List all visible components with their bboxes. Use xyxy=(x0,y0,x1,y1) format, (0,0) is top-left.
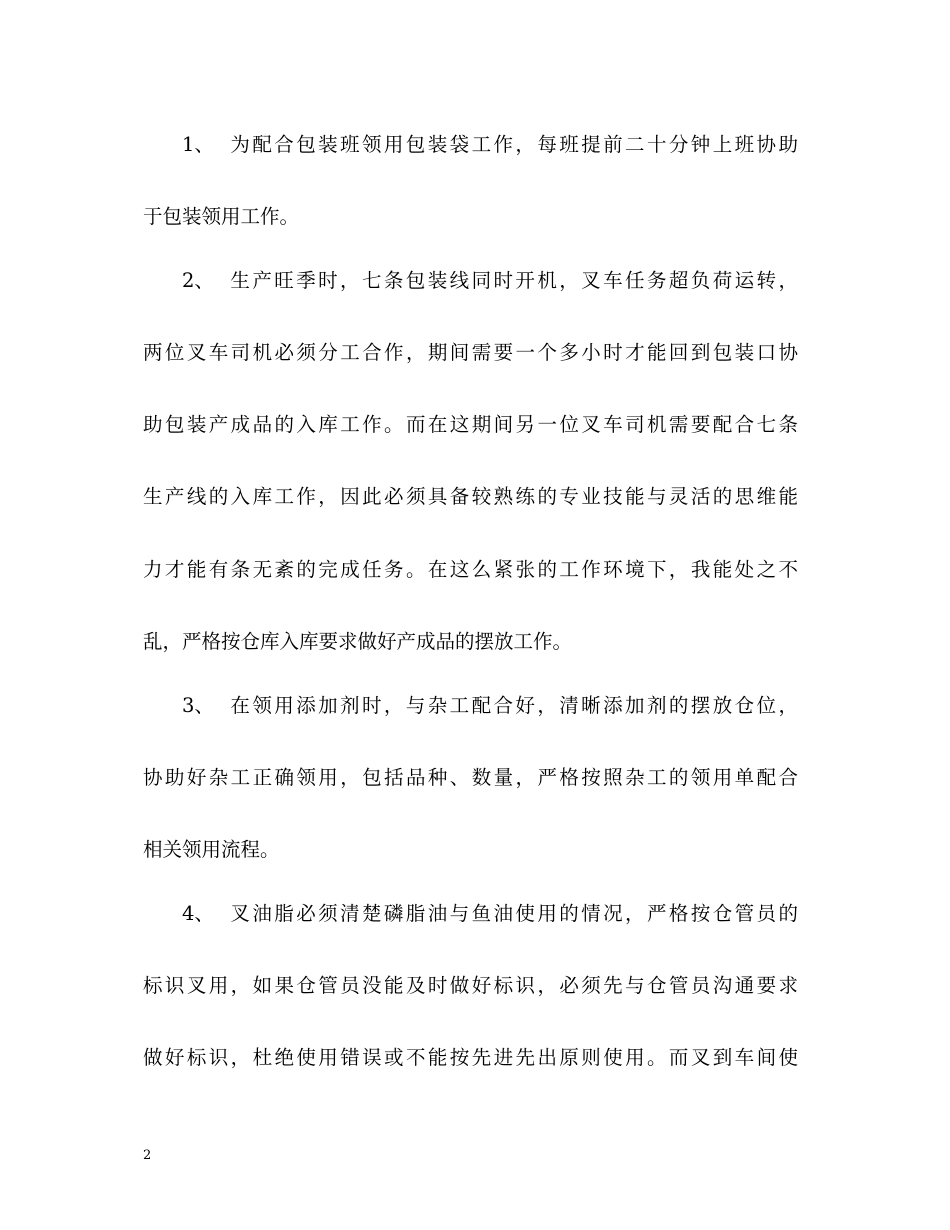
paragraph-1-number: 1、 xyxy=(182,133,214,156)
paragraph-2-line-5: 力才能有条无紊的完成任务。在这么紧张的工作环境下，我能处之不 xyxy=(143,558,798,581)
paragraph-2-number: 2、 xyxy=(182,269,214,292)
paragraph-4-number: 4、 xyxy=(182,902,214,925)
paragraph-3-line-1 xyxy=(182,693,798,719)
paragraph-1-line-2: 于包装领用工作。 xyxy=(143,205,300,228)
paragraph-4-line-1 xyxy=(182,901,798,927)
paragraph-3-number: 3、 xyxy=(182,694,214,717)
paragraph-3-line-3: 相关领用流程。 xyxy=(143,838,280,861)
paragraph-4-text-line-1: 叉油脂必须清楚磷脂油与鱼油使用的情况，严格按仓管员的 xyxy=(228,902,798,925)
paragraph-1-text-line-1: 为配合包装班领用包装袋工作，每班提前二十分钟上班协助 xyxy=(228,133,798,156)
paragraph-2-text-line-1: 生产旺季时，七条包装线同时开机，叉车任务超负荷运转， xyxy=(228,269,798,292)
paragraph-4-line-2: 标识叉用，如果仓管员没能及时做好标识，必须先与仓管员沟通要求 xyxy=(143,974,798,997)
paragraph-3-line-2: 协助好杂工正确领用，包括品种、数量，严格按照杂工的领用单配合 xyxy=(143,766,798,789)
paragraph-2-line-4: 生产线的入库工作，因此必须具备较熟练的专业技能与灵活的思维能 xyxy=(143,485,798,508)
paragraph-4-line-3: 做好标识，杜绝使用错误或不能按先进先出原则使用。而叉到车间使 xyxy=(143,1046,798,1069)
paragraph-2-line-3: 助包装产成品的入库工作。而在这期间另一位叉车司机需要配合七条 xyxy=(143,413,798,436)
page-number: 2 xyxy=(143,1148,152,1163)
paragraph-1-line-1 xyxy=(182,132,798,158)
paragraph-2-line-2: 两位叉车司机必须分工合作，期间需要一个多小时才能回到包装口协 xyxy=(143,341,798,364)
paragraph-2-line-1 xyxy=(182,268,798,294)
paragraph-2-line-6: 乱，严格按仓库入库要求做好产成品的摆放工作。 xyxy=(143,630,573,653)
paragraph-3-text-line-1: 在领用添加剂时，与杂工配合好，清晰添加剂的摆放仓位， xyxy=(228,694,798,717)
